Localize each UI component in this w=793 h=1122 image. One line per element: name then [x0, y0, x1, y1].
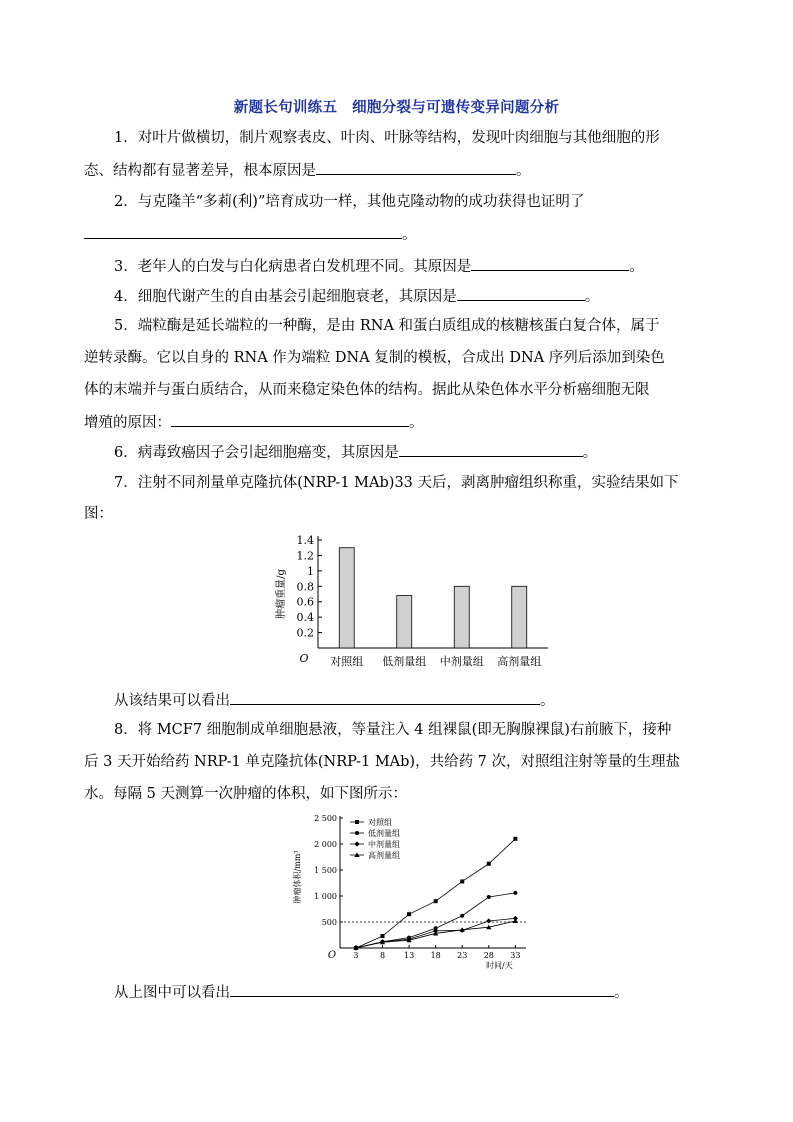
q6-line	[114, 442, 597, 463]
y-axis-label: 肿瘤体积/mm³	[293, 850, 302, 904]
legend-label: 中剂量组	[368, 840, 400, 849]
bar-3	[454, 586, 469, 648]
series-2-point	[513, 891, 517, 895]
q6-end: 。	[582, 445, 598, 461]
q4-text: 4．细胞代谢产生的自由基会引起细胞衰老，其原因是	[114, 289, 457, 305]
x-tick-label: 33	[510, 951, 521, 960]
category-label: 对照组	[330, 655, 364, 668]
origin-label: O	[327, 950, 337, 961]
q8-after-text: 从上图中可以看出	[114, 985, 230, 1001]
legend-marker	[354, 841, 359, 846]
q6-text: 6．病毒致癌因子会引起细胞癌变，其原因是	[114, 445, 399, 461]
q7-after-line	[114, 690, 555, 711]
q4-line	[114, 286, 599, 307]
series-1-point	[460, 879, 464, 883]
q5-line2: 逆转录酶。它以自身的 RNA 作为端粒 DNA 复制的模板，合成出 DNA 序列后添加到染色	[84, 350, 665, 366]
q7-answer-blank[interactable]	[230, 690, 540, 705]
q8-line1: 8．将 MCF7 细胞制成单细胞悬液，等量注入 4 组裸鼠(即无胸腺裸鼠)右前腋下，接种	[114, 722, 672, 738]
series-1-point	[434, 899, 438, 903]
q1-line1: 1．对叶片做横切，制片观察表皮、叶肉、叶脉等结构，发现叶肉细胞与其他细胞的形	[114, 130, 660, 146]
x-tick-label: 13	[403, 951, 415, 960]
q5-answer-blank[interactable]	[171, 412, 409, 427]
y-tick-label: 0.6	[296, 595, 314, 609]
q3-end: 。	[629, 259, 644, 275]
q1-line2	[84, 160, 531, 181]
legend-label: 对照组	[368, 818, 392, 827]
q7-after-text: 从该结果可以看出	[114, 693, 230, 709]
legend-marker	[355, 820, 359, 824]
q1-answer-blank[interactable]	[316, 160, 516, 175]
page-title: 新题长句训练五 细胞分裂与可遗传变异问题分析	[233, 100, 560, 116]
category-label: 高剂量组	[497, 655, 542, 668]
y-tick-label: 500	[321, 918, 337, 927]
y-tick-label: 1.4	[296, 534, 314, 547]
bar-4	[512, 586, 527, 648]
series-3-point	[486, 918, 491, 923]
y-tick-label: 1 500	[314, 866, 337, 875]
bar-chart	[268, 528, 558, 676]
q8-line3: 水。每隔 5 天测算一次肿瘤的体积，如下图所示：	[84, 786, 407, 802]
q7-end: 。	[540, 693, 555, 709]
series-1-point	[381, 934, 385, 938]
y-tick-label: 2 000	[314, 840, 337, 849]
y-tick-label: 1 000	[314, 892, 337, 901]
q7-line1: 7．注射不同剂量单克隆抗体(NRP-1 MAb)33 天后，剥离肿瘤组织称重，实验结果如下	[114, 475, 679, 491]
q1-text: 态、结构都有显著差异，根本原因是	[84, 163, 316, 179]
q5-line1: 5．端粒酶是延长端粒的一种酶，是由 RNA 和蛋白质组成的核糖核蛋白复合体，属于	[114, 318, 660, 334]
q5-line4	[84, 412, 424, 433]
q3-text: 3．老年人的白发与白化病患者白发机理不同。其原因是	[114, 259, 472, 275]
category-label: 低剂量组	[382, 655, 427, 668]
legend-label: 高剂量组	[368, 851, 400, 860]
series-1-point	[487, 862, 491, 866]
series-2-point	[460, 914, 464, 918]
q4-answer-blank[interactable]	[457, 286, 585, 301]
legend-label: 低剂量组	[368, 829, 400, 838]
q7-line2: 图：	[84, 506, 113, 522]
y-tick-label: 0.2	[296, 626, 314, 640]
series-2-point	[487, 895, 491, 899]
q8-end: 。	[614, 985, 629, 1001]
q2-answer-blank[interactable]	[84, 224, 402, 239]
x-tick-label: 18	[430, 951, 441, 960]
q3-line	[114, 256, 644, 277]
y-tick-label: 1	[307, 564, 314, 578]
q1-end: 。	[516, 163, 531, 179]
x-tick-label: 23	[457, 951, 468, 960]
category-label: 中剂量组	[439, 655, 484, 668]
y-tick-label: 0.4	[296, 611, 314, 625]
q5-line3: 体的末端并与蛋白质结合，从而来稳定染色体的结构。据此从染色体水平分析癌细胞无限	[84, 382, 650, 398]
q3-answer-blank[interactable]	[471, 256, 629, 271]
series-1-point	[513, 837, 517, 841]
line-chart	[278, 808, 538, 976]
bar-2	[397, 596, 412, 648]
q8-answer-blank[interactable]	[230, 982, 614, 997]
q2-line2	[84, 224, 417, 245]
q6-answer-blank[interactable]	[399, 442, 583, 457]
y-tick-label: 0.8	[296, 580, 314, 594]
series-1-point	[407, 912, 411, 916]
x-tick-label: 28	[483, 951, 494, 960]
y-tick-label: 1.2	[296, 549, 314, 563]
q5-end: 。	[409, 415, 424, 431]
legend-marker	[355, 831, 359, 835]
q5-text: 增殖的原因：	[84, 415, 171, 431]
origin-label: O	[299, 652, 309, 665]
x-axis-label: 时间/天	[486, 961, 513, 970]
y-tick-label: 2 500	[314, 814, 337, 823]
q8-line2: 后 3 天开始给药 NRP-1 单克隆抗体(NRP-1 MAb)，共给药 7 次，对照组注射等量的生理盐	[84, 754, 681, 770]
q2-end: 。	[402, 227, 417, 243]
q8-after-line	[114, 982, 629, 1003]
q2-line1: 2．与克隆羊“多莉(利)”培育成功一样，其他克隆动物的成功获得也证明了	[114, 194, 585, 210]
y-axis-label: 肿瘤重量/g	[276, 569, 287, 619]
q4-end: 。	[584, 289, 600, 305]
bar-1	[339, 548, 354, 648]
x-tick-label: 3	[353, 951, 359, 960]
x-tick-label: 8	[379, 951, 386, 960]
